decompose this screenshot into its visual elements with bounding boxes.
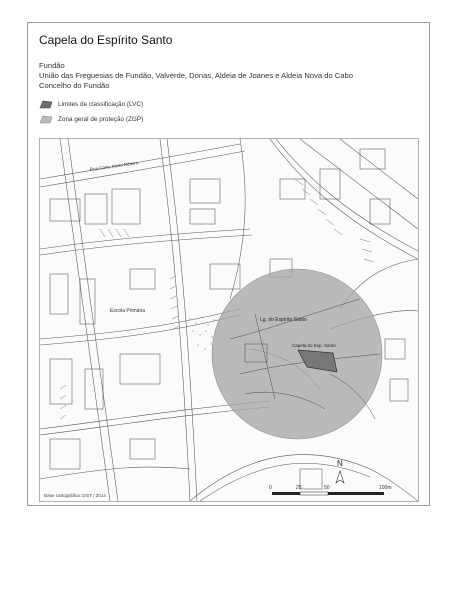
map-canvas[interactable] bbox=[39, 138, 419, 502]
map-svg bbox=[40, 139, 418, 501]
municipality-name: Fundão bbox=[39, 61, 65, 70]
scale-bar bbox=[269, 485, 392, 495]
scale-tick-0: 0 bbox=[269, 485, 272, 491]
scale-segment-3 bbox=[328, 492, 384, 495]
map-sheet bbox=[27, 22, 430, 506]
label-chapel: Capela do Esp. Santo bbox=[292, 343, 336, 348]
north-label: N bbox=[337, 459, 343, 468]
council-name: Concelho do Fundão bbox=[39, 81, 110, 90]
scale-tick-50: 50 bbox=[324, 485, 330, 491]
protection-zone-swatch bbox=[39, 115, 53, 124]
scale-tick-100m: 100m bbox=[379, 485, 392, 491]
north-arrow bbox=[336, 459, 344, 483]
protection-zone-zgp bbox=[212, 269, 382, 439]
legend-item-zgp bbox=[39, 113, 143, 125]
sheet-title: Capela do Espírito Santo bbox=[39, 33, 173, 47]
legend-label-zgp: Zona geral de proteção (ZGP) bbox=[58, 115, 144, 123]
map-credit: Base cartográfica: DGT / 2014 bbox=[44, 493, 106, 498]
label-street-top: Rua Cons. Alves Ribeiro bbox=[89, 160, 139, 172]
parish-name: União das Freguesias de Fundão, Valverde, Donas, Aldeia de Joanes e Aldeia Nova do Cabo bbox=[39, 71, 353, 80]
label-school: Escola Primária bbox=[110, 308, 146, 314]
scale-tick-25: 25 bbox=[296, 485, 302, 491]
legend-item-lvc bbox=[39, 98, 143, 110]
label-square: Lg. do Espírito Santo bbox=[260, 317, 307, 323]
north-arrow-icon bbox=[336, 471, 344, 483]
classification-limit-swatch bbox=[39, 100, 53, 109]
scale-segment-1 bbox=[272, 492, 300, 495]
scale-segment-2 bbox=[300, 492, 328, 495]
legend-label-lvc: Limites de classificação (LVC) bbox=[58, 100, 144, 108]
